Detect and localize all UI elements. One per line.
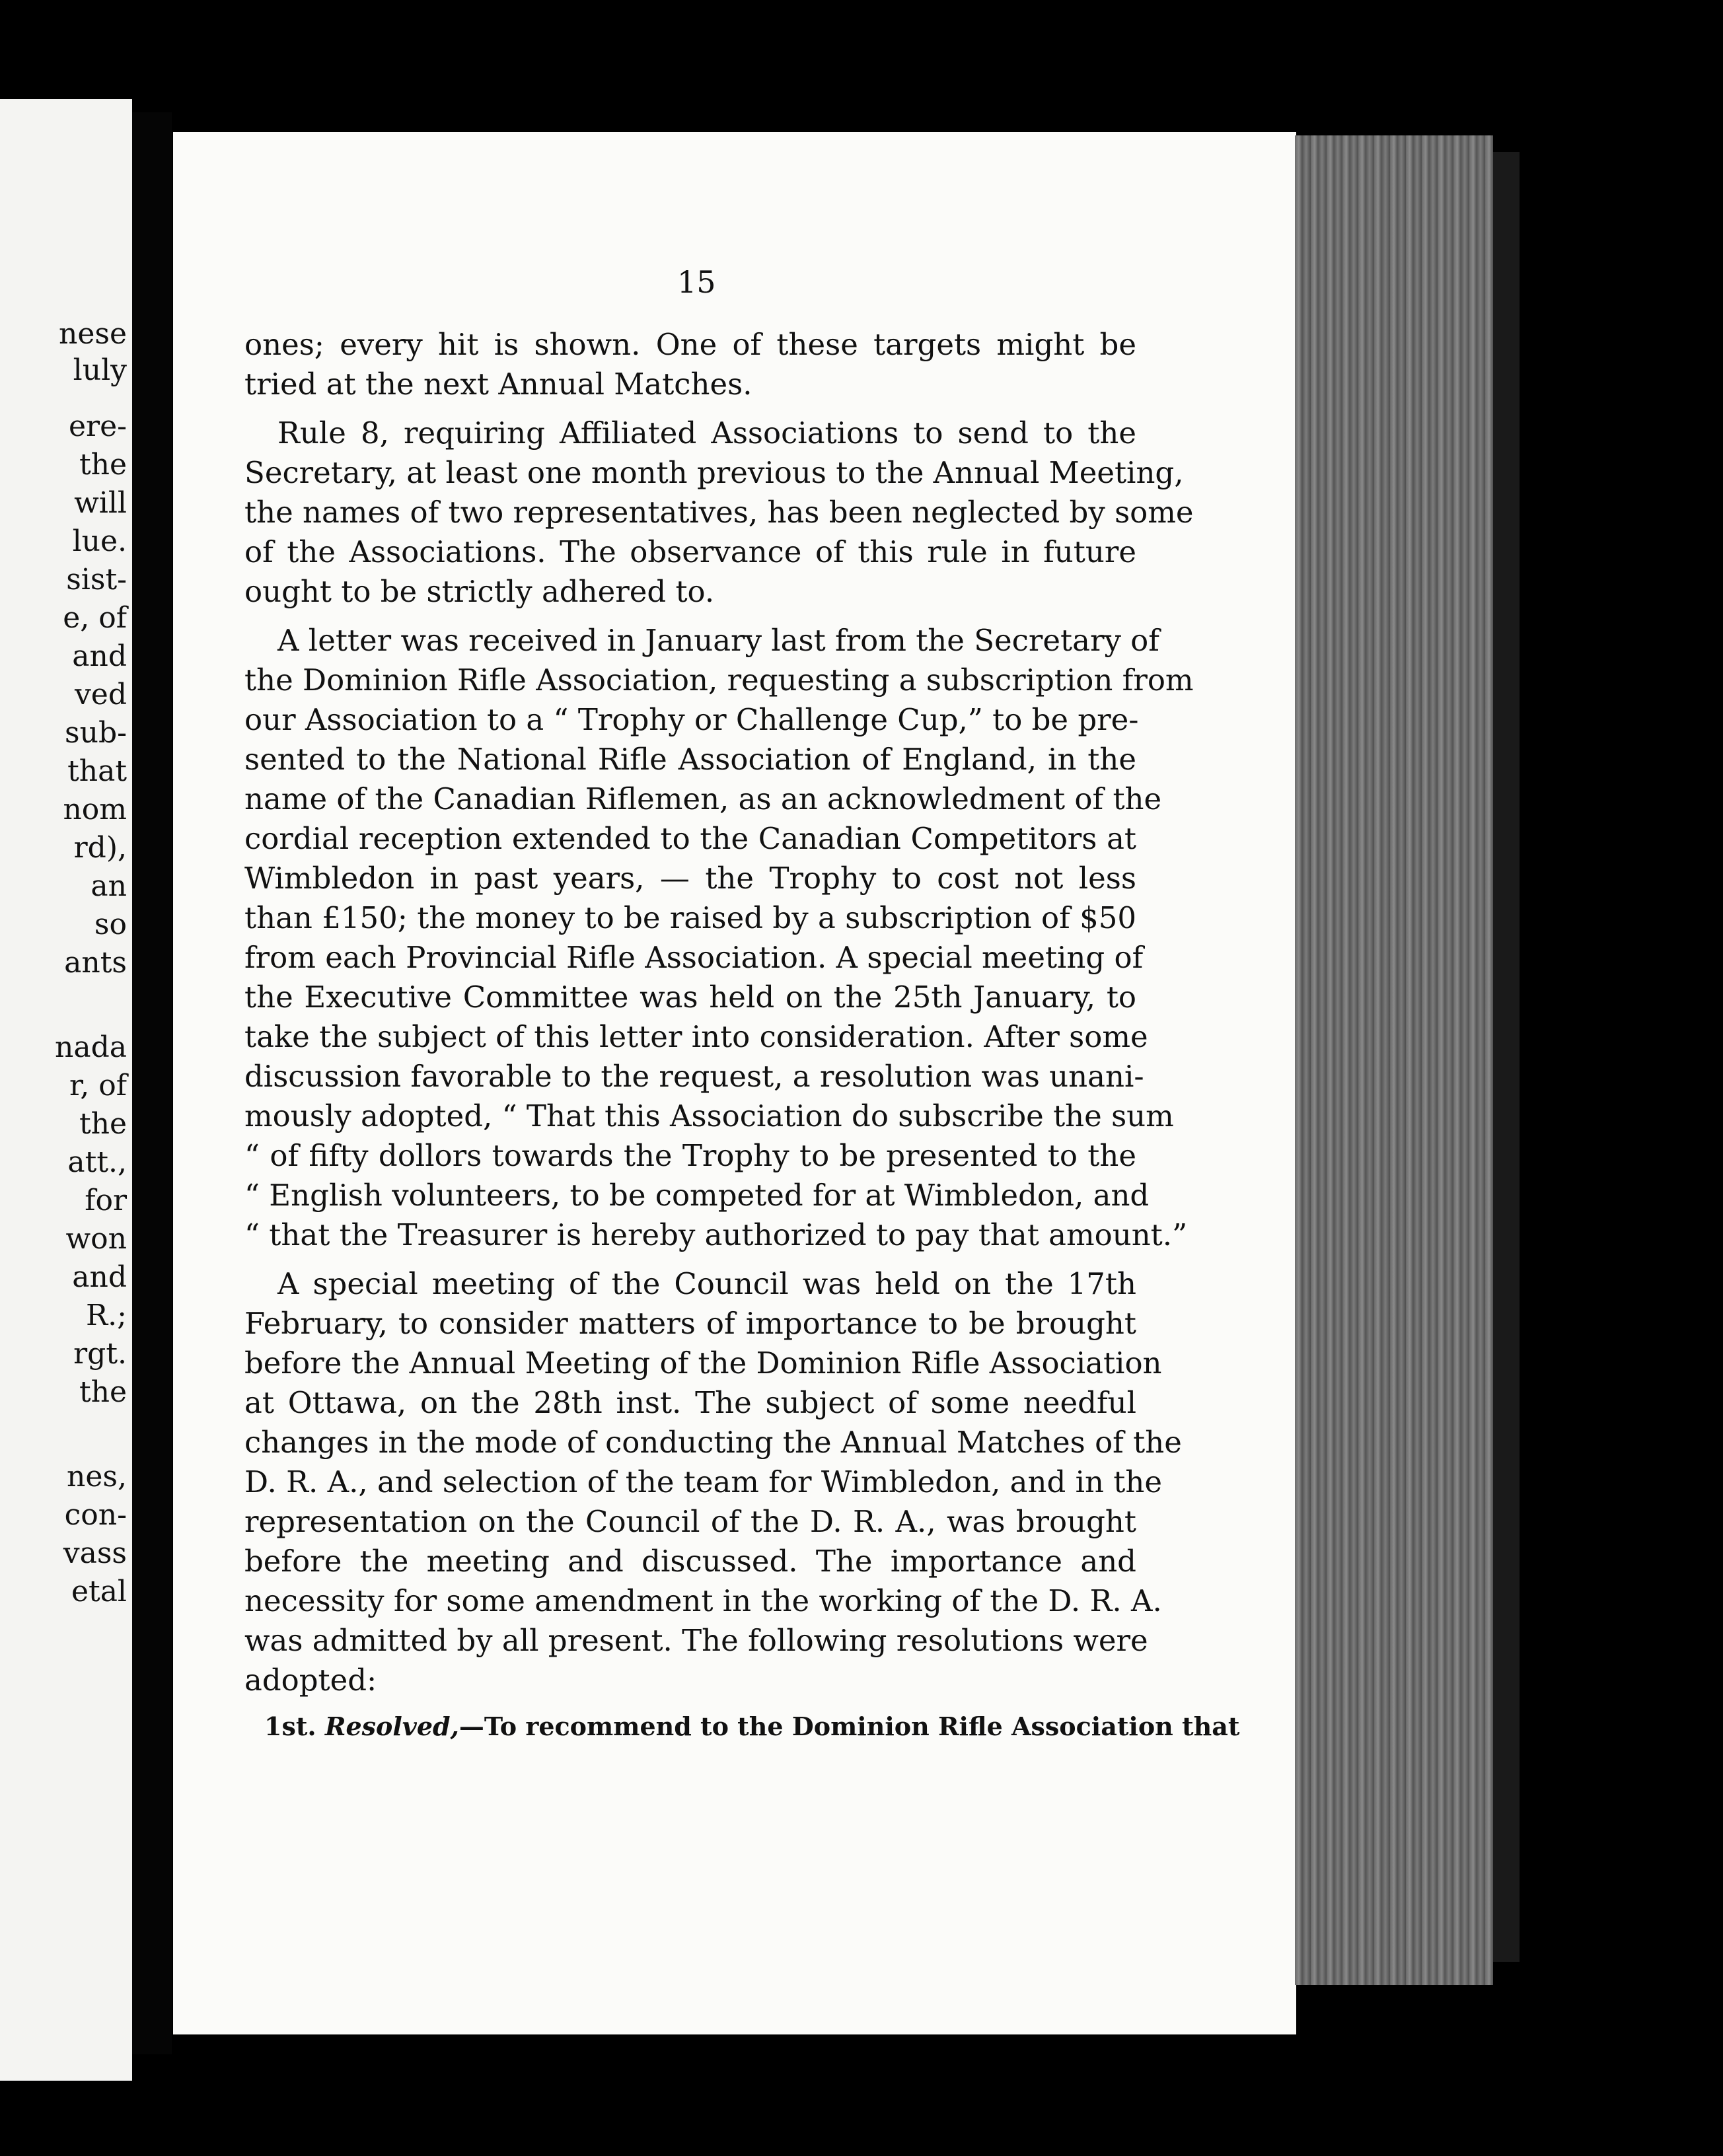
left-fragment: etal	[71, 1575, 127, 1608]
page-number: 15	[677, 264, 716, 300]
text-line: Rule 8, requiring Affiliated Associations to send to the	[277, 415, 1136, 450]
page-edge-stack	[1295, 135, 1493, 1985]
paragraph	[244, 413, 1194, 612]
text-line: sented to the National Rifle Association of England, in the	[244, 742, 1136, 777]
resolution-text: —To recommend to the Dominion Rifle Association that	[458, 1711, 1240, 1741]
left-fragment: so	[94, 908, 127, 941]
left-fragment: con-	[64, 1498, 127, 1532]
text-line: discussion favorable to the request, a resolution was unani-	[244, 1059, 1144, 1094]
left-fragment: sist-	[66, 563, 127, 596]
left-fragment: rgt.	[73, 1337, 127, 1371]
text-line: before the Annual Meeting of the Dominion Rifle Association	[244, 1346, 1162, 1381]
left-page-sliver	[0, 99, 132, 2081]
left-fragment: the	[79, 448, 127, 482]
left-fragment: nese	[59, 317, 127, 351]
text-line: A special meeting of the Council was held on the 17th	[277, 1266, 1136, 1301]
resolution-line	[244, 1707, 1240, 1746]
left-fragment: won	[65, 1222, 127, 1256]
left-fragment: lue.	[72, 524, 127, 558]
left-fragment: att.,	[67, 1145, 127, 1179]
body-text	[244, 325, 1240, 1746]
text-line: than £150; the money to be raised by a subscription of $50	[244, 900, 1136, 935]
text-line: ought to be strictly adhered to.	[244, 574, 715, 609]
left-fragment: the	[79, 1375, 127, 1409]
left-fragment: and	[72, 1260, 127, 1294]
text-line: of the Associations. The observance of this rule in future	[244, 534, 1136, 569]
left-fragment: and	[72, 639, 127, 673]
text-line: D. R. A., and selection of the team for Wimbledon, and in the	[244, 1464, 1162, 1499]
text-line: A letter was received in January last from the Secretary of	[277, 623, 1159, 658]
left-fragment: ants	[64, 946, 127, 980]
text-line: mously adopted, “ That this Association do subscribe the sum	[244, 1098, 1174, 1133]
text-line: changes in the mode of conducting the Annual Matches of the	[244, 1425, 1182, 1460]
left-fragment: e, of	[63, 601, 127, 635]
text-line: name of the Canadian Riflemen, as an acknowledment of the	[244, 781, 1162, 816]
paragraph	[244, 621, 1194, 1255]
book-cover-edge	[1493, 152, 1520, 1962]
text-line: tried at the next Annual Matches.	[244, 367, 752, 402]
text-line: our Association to a “ Trophy or Challenge Cup,” to be pre-	[244, 702, 1139, 737]
left-fragment: rd),	[73, 831, 127, 865]
text-line: adopted:	[244, 1663, 377, 1698]
paragraph	[244, 325, 1136, 404]
resolution-number: 1st.	[264, 1711, 316, 1741]
left-fragment: luly	[73, 353, 127, 387]
left-fragment: nes,	[67, 1460, 127, 1493]
text-line: Wimbledon in past years, — the Trophy to cost not less	[244, 861, 1136, 896]
text-line: February, to consider matters of importance to be brought	[244, 1306, 1136, 1341]
text-line: representation on the Council of the D. R. A., was brought	[244, 1504, 1136, 1539]
text-line: “ that the Treasurer is hereby authorized to pay that amount.”	[244, 1217, 1188, 1252]
text-line: cordial reception extended to the Canadian Competitors at	[244, 821, 1136, 856]
text-line: at Ottawa, on the 28th inst. The subject of some needful	[244, 1385, 1136, 1420]
text-line: take the subject of this letter into consideration. After some	[244, 1019, 1148, 1054]
left-fragment: nada	[55, 1030, 127, 1064]
left-fragment: sub-	[65, 716, 127, 750]
resolution-label: Resolved,	[324, 1711, 459, 1741]
left-fragment: ved	[74, 678, 127, 711]
left-fragment: that	[67, 754, 127, 788]
left-fragment: an	[91, 869, 127, 903]
left-fragment: r, of	[69, 1069, 127, 1102]
text-line: was admitted by all present. The following resolutions were	[244, 1623, 1148, 1658]
text-line: Secretary, at least one month previous to the Annual Meeting,	[244, 455, 1184, 490]
text-line: “ of fifty dollors towards the Trophy to be presented to the	[244, 1138, 1136, 1173]
left-fragment: nom	[63, 793, 127, 826]
text-line: ones; every hit is shown. One of these targets might be	[244, 327, 1136, 362]
left-fragment: the	[79, 1107, 127, 1141]
left-fragment: vass	[63, 1536, 127, 1570]
text-line: the names of two representatives, has been neglected by some	[244, 495, 1194, 530]
text-line: necessity for some amendment in the working of the D. R. A.	[244, 1583, 1162, 1618]
text-line: the Executive Committee was held on the 25th January, to	[244, 980, 1136, 1015]
left-fragment: will	[74, 486, 127, 520]
text-line: the Dominion Rifle Association, requesting a subscription from	[244, 663, 1194, 698]
text-line: from each Provincial Rifle Association. A special meeting of	[244, 940, 1144, 975]
text-line: “ English volunteers, to be competed for at Wimbledon, and	[244, 1178, 1150, 1213]
left-fragment: for	[85, 1184, 127, 1217]
text-line: before the meeting and discussed. The importance and	[244, 1544, 1136, 1579]
left-fragment: ere-	[69, 410, 127, 443]
book-spine-shadow	[132, 112, 172, 2054]
paragraph	[244, 1264, 1182, 1700]
left-fragment: R.;	[86, 1299, 127, 1332]
